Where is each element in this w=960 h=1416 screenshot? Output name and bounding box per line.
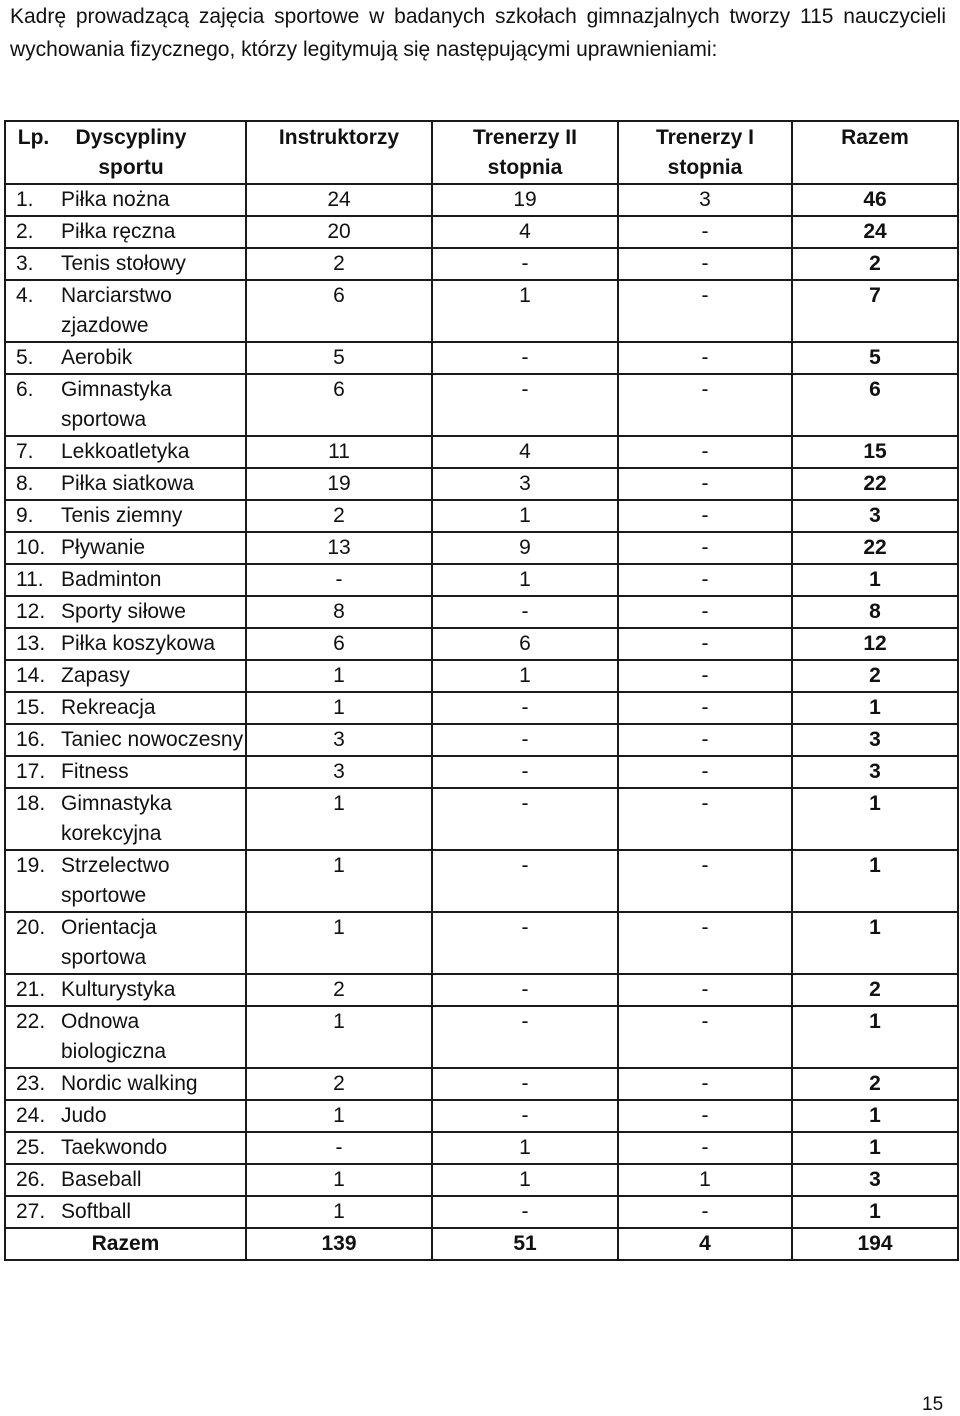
- row-lp: 2.: [5, 216, 61, 248]
- table-row: [5, 184, 958, 216]
- row-instructors: 2: [246, 974, 432, 1006]
- qualifications-table: [4, 120, 959, 1261]
- row-discipline: Gimnastyka sportowa: [61, 374, 246, 436]
- row-coaches-2: 1: [432, 500, 618, 532]
- summary-row: [5, 1228, 958, 1260]
- row-coaches-1: -: [618, 1196, 792, 1228]
- table-row: [5, 1068, 958, 1100]
- row-lp: 10.: [5, 532, 61, 564]
- table-row: [5, 850, 958, 912]
- row-coaches-2: -: [432, 912, 618, 974]
- row-coaches-2: -: [432, 756, 618, 788]
- row-instructors: 20: [246, 216, 432, 248]
- row-coaches-2: -: [432, 692, 618, 724]
- row-total: 24: [792, 216, 958, 248]
- row-coaches-1: -: [618, 692, 792, 724]
- row-instructors: 1: [246, 1100, 432, 1132]
- table-row: [5, 216, 958, 248]
- row-total: 22: [792, 532, 958, 564]
- row-discipline: Kulturystyka: [61, 974, 246, 1006]
- row-instructors: 19: [246, 468, 432, 500]
- row-coaches-1: -: [618, 596, 792, 628]
- row-coaches-1: 3: [618, 184, 792, 216]
- row-lp: 13.: [5, 628, 61, 660]
- table-row: [5, 436, 958, 468]
- row-lp: 18.: [5, 788, 61, 850]
- row-coaches-1: -: [618, 532, 792, 564]
- summary-coaches-1: 4: [618, 1228, 792, 1260]
- row-discipline: Pływanie: [61, 532, 246, 564]
- row-total: 3: [792, 500, 958, 532]
- row-instructors: 8: [246, 596, 432, 628]
- row-coaches-2: -: [432, 1068, 618, 1100]
- row-coaches-2: -: [432, 724, 618, 756]
- row-total: 46: [792, 184, 958, 216]
- row-discipline: Strzelectwo sportowe: [61, 850, 246, 912]
- table-row: [5, 724, 958, 756]
- row-lp: 26.: [5, 1164, 61, 1196]
- row-instructors: 1: [246, 1006, 432, 1068]
- row-instructors: 11: [246, 436, 432, 468]
- row-coaches-2: 6: [432, 628, 618, 660]
- row-lp: 21.: [5, 974, 61, 1006]
- row-discipline: Odnowa biologiczna: [61, 1006, 246, 1068]
- row-discipline: Tenis stołowy: [61, 248, 246, 280]
- row-coaches-2: -: [432, 788, 618, 850]
- row-total: 15: [792, 436, 958, 468]
- header-discipline: Dyscypliny sportu: [61, 121, 246, 184]
- row-total: 1: [792, 1132, 958, 1164]
- header-coaches-1: Trenerzy I stopnia: [618, 121, 792, 184]
- row-lp: 7.: [5, 436, 61, 468]
- row-discipline: Piłka nożna: [61, 184, 246, 216]
- row-total: 5: [792, 342, 958, 374]
- row-coaches-2: 1: [432, 660, 618, 692]
- table-body: [5, 184, 958, 1228]
- row-coaches-1: -: [618, 342, 792, 374]
- row-coaches-2: 19: [432, 184, 618, 216]
- row-instructors: 1: [246, 660, 432, 692]
- row-lp: 15.: [5, 692, 61, 724]
- row-total: 1: [792, 850, 958, 912]
- row-lp: 23.: [5, 1068, 61, 1100]
- row-coaches-2: -: [432, 1100, 618, 1132]
- row-total: 6: [792, 374, 958, 436]
- table-row: [5, 692, 958, 724]
- row-coaches-1: -: [618, 280, 792, 342]
- row-coaches-1: -: [618, 564, 792, 596]
- table-row: [5, 596, 958, 628]
- row-instructors: 1: [246, 1164, 432, 1196]
- row-total: 3: [792, 1164, 958, 1196]
- header-coaches-2: Trenerzy II stopnia: [432, 121, 618, 184]
- table-row: [5, 974, 958, 1006]
- row-total: 2: [792, 248, 958, 280]
- table-row: [5, 248, 958, 280]
- table-row: [5, 280, 958, 342]
- row-coaches-1: -: [618, 248, 792, 280]
- row-lp: 6.: [5, 374, 61, 436]
- table-row: [5, 468, 958, 500]
- row-instructors: 24: [246, 184, 432, 216]
- table-row: [5, 1196, 958, 1228]
- row-coaches-2: 4: [432, 216, 618, 248]
- row-discipline: Piłka ręczna: [61, 216, 246, 248]
- row-instructors: -: [246, 564, 432, 596]
- header-instructors: Instruktorzy: [246, 121, 432, 184]
- row-total: 2: [792, 974, 958, 1006]
- table-row: [5, 1006, 958, 1068]
- row-coaches-1: -: [618, 436, 792, 468]
- row-total: 7: [792, 280, 958, 342]
- row-discipline: Narciarstwo zjazdowe: [61, 280, 246, 342]
- row-lp: 3.: [5, 248, 61, 280]
- row-coaches-1: -: [618, 660, 792, 692]
- summary-coaches-2: 51: [432, 1228, 618, 1260]
- table-row: [5, 912, 958, 974]
- row-total: 1: [792, 692, 958, 724]
- row-instructors: 6: [246, 280, 432, 342]
- header-lp: Lp.: [5, 121, 61, 184]
- row-coaches-2: -: [432, 1196, 618, 1228]
- row-discipline: Gimnastyka korekcyjna: [61, 788, 246, 850]
- row-instructors: 1: [246, 788, 432, 850]
- row-discipline: Badminton: [61, 564, 246, 596]
- row-discipline: Fitness: [61, 756, 246, 788]
- row-coaches-1: -: [618, 1100, 792, 1132]
- page-number: 15: [922, 1394, 944, 1415]
- row-lp: 27.: [5, 1196, 61, 1228]
- row-total: 1: [792, 912, 958, 974]
- row-discipline: Taekwondo: [61, 1132, 246, 1164]
- row-coaches-1: -: [618, 756, 792, 788]
- row-coaches-2: 9: [432, 532, 618, 564]
- row-coaches-2: -: [432, 374, 618, 436]
- row-discipline: Orientacja sportowa: [61, 912, 246, 974]
- row-lp: 19.: [5, 850, 61, 912]
- row-lp: 20.: [5, 912, 61, 974]
- row-discipline: Aerobik: [61, 342, 246, 374]
- row-discipline: Piłka siatkowa: [61, 468, 246, 500]
- table-row: [5, 374, 958, 436]
- row-lp: 25.: [5, 1132, 61, 1164]
- table-row: [5, 500, 958, 532]
- row-discipline: Softball: [61, 1196, 246, 1228]
- table-row: [5, 1164, 958, 1196]
- summary-total: 194: [792, 1228, 958, 1260]
- row-total: 2: [792, 1068, 958, 1100]
- row-instructors: 1: [246, 1196, 432, 1228]
- row-lp: 22.: [5, 1006, 61, 1068]
- row-discipline: Baseball: [61, 1164, 246, 1196]
- table-row: [5, 1100, 958, 1132]
- row-instructors: 6: [246, 628, 432, 660]
- row-total: 2: [792, 660, 958, 692]
- row-lp: 16.: [5, 724, 61, 756]
- row-instructors: 3: [246, 756, 432, 788]
- row-discipline: Tenis ziemny: [61, 500, 246, 532]
- row-coaches-2: 1: [432, 564, 618, 596]
- row-total: 1: [792, 1006, 958, 1068]
- row-total: 12: [792, 628, 958, 660]
- row-discipline: Rekreacja: [61, 692, 246, 724]
- summary-label: Razem: [5, 1228, 246, 1260]
- row-coaches-1: -: [618, 724, 792, 756]
- row-lp: 9.: [5, 500, 61, 532]
- row-instructors: 1: [246, 692, 432, 724]
- row-coaches-1: -: [618, 216, 792, 248]
- row-coaches-1: -: [618, 500, 792, 532]
- row-coaches-2: -: [432, 596, 618, 628]
- row-discipline: Taniec nowoczesny: [61, 724, 246, 756]
- row-total: 1: [792, 564, 958, 596]
- row-coaches-1: -: [618, 628, 792, 660]
- row-lp: 12.: [5, 596, 61, 628]
- row-coaches-1: -: [618, 974, 792, 1006]
- row-instructors: 3: [246, 724, 432, 756]
- row-total: 8: [792, 596, 958, 628]
- row-total: 3: [792, 724, 958, 756]
- table-row: [5, 788, 958, 850]
- intro-paragraph: Kadrę prowadzącą zajęcia sportowe w badanych szkołach gimnazjalnych tworzy 115 nauczycieli wychowania fizycznego, którzy legitymują się następującymi uprawnieniami:: [10, 5, 946, 61]
- row-coaches-1: -: [618, 912, 792, 974]
- table-row: [5, 342, 958, 374]
- row-coaches-1: -: [618, 1006, 792, 1068]
- row-total: 1: [792, 788, 958, 850]
- row-lp: 1.: [5, 184, 61, 216]
- row-total: 22: [792, 468, 958, 500]
- row-coaches-2: -: [432, 850, 618, 912]
- row-discipline: Judo: [61, 1100, 246, 1132]
- row-instructors: -: [246, 1132, 432, 1164]
- table-row: [5, 628, 958, 660]
- row-total: 1: [792, 1100, 958, 1132]
- row-coaches-2: 3: [432, 468, 618, 500]
- table-row: [5, 756, 958, 788]
- row-instructors: 13: [246, 532, 432, 564]
- table-row: [5, 564, 958, 596]
- row-instructors: 2: [246, 248, 432, 280]
- table-row: [5, 1132, 958, 1164]
- row-lp: 24.: [5, 1100, 61, 1132]
- row-lp: 8.: [5, 468, 61, 500]
- row-coaches-2: 4: [432, 436, 618, 468]
- row-coaches-1: -: [618, 468, 792, 500]
- row-instructors: 5: [246, 342, 432, 374]
- row-coaches-2: -: [432, 974, 618, 1006]
- row-total: 1: [792, 1196, 958, 1228]
- row-lp: 5.: [5, 342, 61, 374]
- row-coaches-1: -: [618, 374, 792, 436]
- row-discipline: Sporty siłowe: [61, 596, 246, 628]
- row-coaches-2: -: [432, 248, 618, 280]
- row-lp: 11.: [5, 564, 61, 596]
- row-lp: 4.: [5, 280, 61, 342]
- row-instructors: 6: [246, 374, 432, 436]
- header-total: Razem: [792, 121, 958, 184]
- row-discipline: Zapasy: [61, 660, 246, 692]
- row-coaches-2: -: [432, 342, 618, 374]
- row-instructors: 2: [246, 500, 432, 532]
- row-total: 3: [792, 756, 958, 788]
- table-row: [5, 660, 958, 692]
- row-instructors: 1: [246, 912, 432, 974]
- row-coaches-2: 1: [432, 280, 618, 342]
- table-row: [5, 532, 958, 564]
- row-lp: 17.: [5, 756, 61, 788]
- row-coaches-1: -: [618, 788, 792, 850]
- row-discipline: Nordic walking: [61, 1068, 246, 1100]
- row-discipline: Lekkoatletyka: [61, 436, 246, 468]
- row-instructors: 1: [246, 850, 432, 912]
- row-coaches-1: -: [618, 850, 792, 912]
- row-coaches-1: 1: [618, 1164, 792, 1196]
- row-lp: 14.: [5, 660, 61, 692]
- row-instructors: 2: [246, 1068, 432, 1100]
- row-coaches-2: 1: [432, 1132, 618, 1164]
- row-coaches-1: -: [618, 1132, 792, 1164]
- row-coaches-2: -: [432, 1006, 618, 1068]
- summary-instructors: 139: [246, 1228, 432, 1260]
- table-header-row: [5, 121, 958, 184]
- row-coaches-2: 1: [432, 1164, 618, 1196]
- row-discipline: Piłka koszykowa: [61, 628, 246, 660]
- row-coaches-1: -: [618, 1068, 792, 1100]
